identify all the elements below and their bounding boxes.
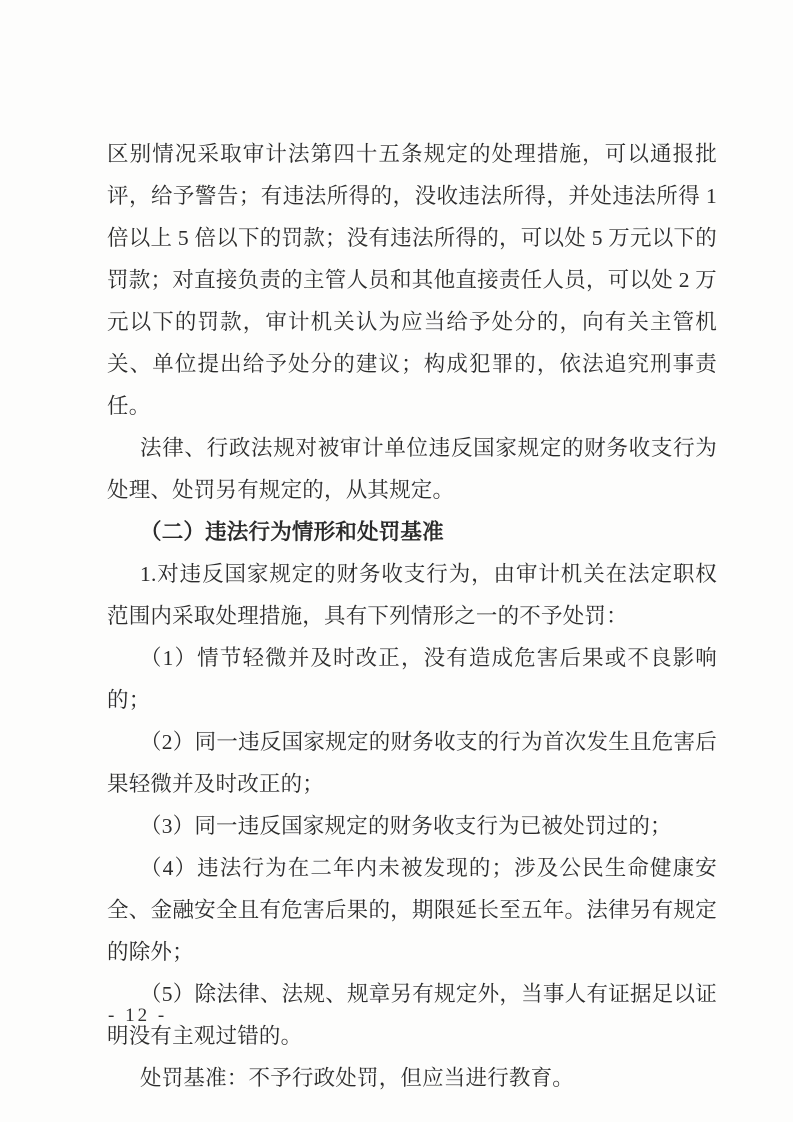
section-heading: （二）违法行为情形和处罚基准 [140,520,444,544]
list-item-3: （3）同一违反国家规定的财务收支行为已被处罚过的； [140,814,672,838]
paragraph-intro: 1.对违反国家规定的财务收支行为，由审计机关在法定职权范围内采取处理措施，具有下列情形之一的不予处罚： [107,562,717,628]
paragraph-continuation: 区别情况采取审计法第四十五条规定的处理措施，可以通报批评，给予警告；有违法所得的，没收违法所得，并处违法所得 1 倍以上 5 倍以下的罚款；没有违法所得的，可以处 5 万元以下的罚款；对直接负责的主管人员和其他直接责任人员，可以处 2 万元以下的罚款，审计机关认为应当给予处分的，向有关主管机关、单位提出给予处分的建议；构成犯罪的，依法追究刑事责任。 [107,142,717,418]
paragraph-penalty-standard: 处罚基准：不予行政处罚，但应当进行教育。 [140,1066,575,1090]
list-item-2: （2）同一违反国家规定的财务收支的行为首次发生且危害后果轻微并及时改正的； [107,730,717,796]
document-body [107,133,717,1099]
list-item-4: （4）违法行为在二年内未被发现的；涉及公民生命健康安全、金融安全且有危害后果的，期限延长至五年。法律另有规定的除外； [107,856,717,964]
list-item-5: （5）除法律、法规、规章另有规定外，当事人有证据足以证明没有主观过错的。 [107,982,717,1048]
list-item-1: （1）情节轻微并及时改正，没有造成危害后果或不良影响的； [107,646,717,712]
page-number: - 12 - [108,1005,168,1026]
paragraph-other-provisions: 法律、行政法规对被审计单位违反国家规定的财务收支行为处理、处罚另有规定的，从其规定。 [107,436,717,502]
